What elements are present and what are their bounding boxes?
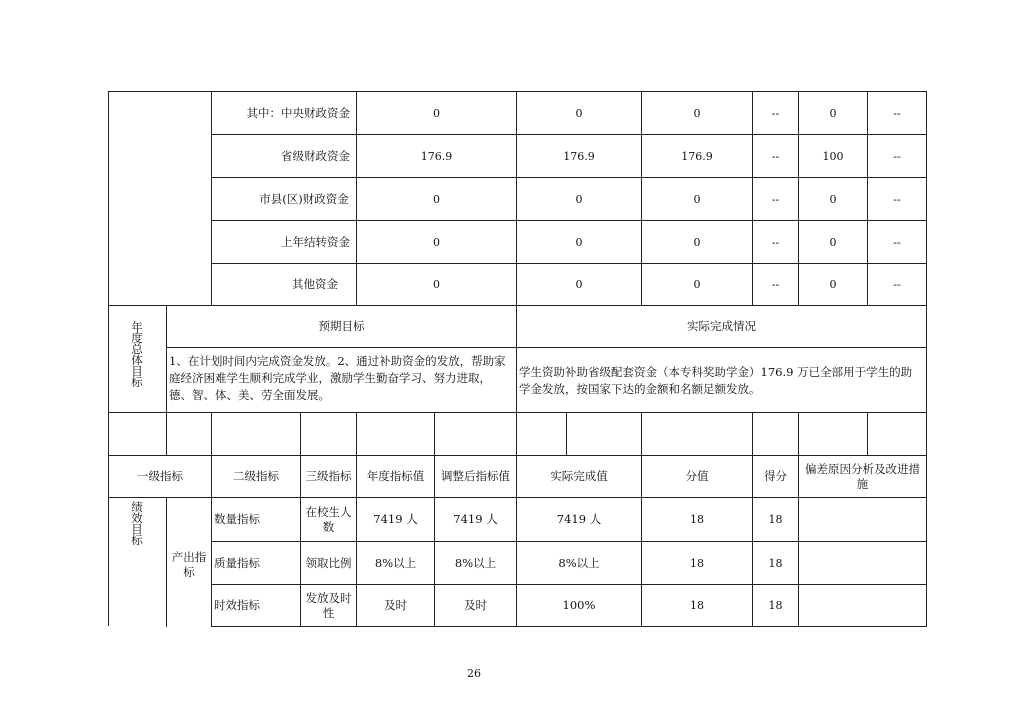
level3-line: 领取比例 — [305, 555, 352, 570]
execution-rate-cell: 0 — [829, 278, 837, 291]
level3-cell — [301, 585, 356, 626]
actual-completion-text: 学生资助补助省级配套资金（本专科奖助学金）176.9 万已全部用于学生的助学金发放，按国家下达的金额和名额足额发放。 — [519, 365, 913, 396]
actual-value-header: 实际完成值 — [550, 469, 608, 483]
level2-header: 二级指标 — [233, 469, 279, 483]
score-cell: -- — [893, 278, 901, 291]
side-label-char: 绩 — [131, 500, 143, 514]
side-label-char: 目 — [131, 522, 143, 536]
level3-cell — [301, 542, 356, 584]
funding-source-label: 市县(区)财政资金 — [259, 191, 349, 206]
level2-cell: 数量指标 — [214, 512, 260, 526]
annual-value-cell: 7419 人 — [373, 512, 418, 526]
output-indicator-label — [167, 540, 211, 590]
level3-line: 数 — [322, 519, 335, 534]
level3-line: 性 — [322, 605, 335, 620]
expected-goal-text: 1、在计划时间内完成资金发放。2、通过补助资金的发放，帮助家庭经济困难学生顺利完成学业，激励学生勤奋学习、努力进取，德、智、体、美、劳全面发展。 — [169, 354, 506, 402]
full-year-budget-cell: 176.9 — [563, 149, 595, 163]
performance-side-label — [128, 502, 146, 546]
annual-value-cell: 及时 — [384, 598, 407, 612]
deviation-cell — [799, 585, 926, 626]
full-year-budget-cell: 0 — [575, 278, 583, 291]
side-label-char: 总 — [131, 342, 143, 356]
level3-line: 发放及时 — [305, 590, 352, 605]
adjusted-value-cell: 7419 人 — [453, 512, 498, 526]
full-year-budget-cell: 0 — [575, 106, 583, 120]
full-year-budget-cell: 0 — [575, 192, 583, 206]
output-label-line: 产出指 — [171, 550, 207, 564]
executed-cell: 176.9 — [681, 149, 713, 163]
executed-cell: 0 — [693, 235, 701, 249]
annual-budget-cell: 176.9 — [420, 149, 453, 163]
level2-cell: 时效指标 — [214, 598, 260, 612]
annual-goal-side-label — [128, 322, 146, 388]
execution-rate-cell: 100 — [822, 149, 844, 163]
points-cell: 18 — [690, 513, 704, 526]
weight-cell: -- — [771, 192, 780, 206]
weight-cell: -- — [771, 149, 780, 163]
score-cell: 18 — [768, 556, 783, 570]
level3-line: 在校生人 — [305, 504, 352, 519]
score-cell: -- — [893, 235, 901, 249]
annual-budget-cell: 0 — [433, 192, 440, 206]
annual-budget-cell: 0 — [433, 278, 440, 291]
score-cell: -- — [893, 192, 901, 206]
points-cell: 18 — [690, 599, 704, 612]
side-label-char: 体 — [131, 353, 143, 367]
annual-value-cell: 8%以上 — [374, 555, 417, 570]
expected-goal-header: 预期目标 — [318, 319, 365, 333]
side-label-char: 效 — [131, 511, 143, 525]
output-label-line: 标 — [183, 565, 195, 579]
weight-cell: -- — [771, 278, 780, 291]
adjusted-value-header: 调整后指标值 — [441, 469, 510, 483]
execution-rate-cell: 0 — [829, 235, 837, 249]
weight-cell: -- — [771, 106, 780, 120]
funding-source-label: 上年结转资金 — [281, 234, 350, 249]
level1-header: 一级指标 — [137, 469, 183, 483]
execution-rate-cell: 0 — [829, 192, 837, 206]
executed-cell: 0 — [693, 278, 701, 291]
full-year-budget-cell: 0 — [575, 235, 583, 249]
actual-completion-header: 实际完成情况 — [687, 319, 756, 333]
side-label-char: 标 — [131, 375, 143, 389]
level3-cell — [301, 498, 356, 541]
points-header: 分值 — [685, 469, 709, 483]
funding-source-label: 省级财政资金 — [281, 148, 350, 163]
page-number: 26 — [467, 667, 481, 680]
adjusted-value-cell: 及时 — [464, 598, 487, 612]
actual-value-cell: 100% — [562, 598, 596, 612]
deviation-header: 偏差原因分析及改进措施 — [805, 461, 920, 491]
executed-cell: 0 — [693, 192, 701, 206]
score-cell: 18 — [768, 513, 783, 526]
execution-rate-cell: 0 — [829, 106, 837, 120]
funding-source-label: 其他资金 — [292, 277, 338, 291]
points-cell: 18 — [690, 556, 704, 570]
level2-cell: 质量指标 — [214, 555, 260, 570]
annual-budget-cell: 0 — [433, 235, 440, 249]
side-label-char: 标 — [131, 533, 143, 547]
adjusted-value-cell: 8%以上 — [454, 555, 497, 570]
score-cell: -- — [893, 106, 901, 120]
actual-value-cell: 8%以上 — [558, 555, 600, 570]
annual-budget-cell: 0 — [433, 106, 440, 120]
funding-source-label: 其中：中央财政资金 — [246, 105, 350, 120]
score-cell: -- — [893, 149, 901, 163]
actual-value-cell: 7419 人 — [556, 512, 602, 526]
deviation-cell — [799, 498, 926, 541]
side-label-char: 度 — [131, 331, 143, 345]
executed-cell: 0 — [693, 106, 701, 120]
deviation-cell — [799, 542, 926, 584]
annual-value-header: 年度指标值 — [366, 469, 425, 483]
score-cell: 18 — [768, 599, 783, 612]
weight-cell: -- — [771, 235, 780, 249]
side-label-char: 目 — [131, 364, 143, 378]
level3-header: 三级指标 — [305, 469, 352, 483]
side-label-char: 年 — [131, 320, 143, 334]
score-header: 得分 — [764, 469, 787, 483]
